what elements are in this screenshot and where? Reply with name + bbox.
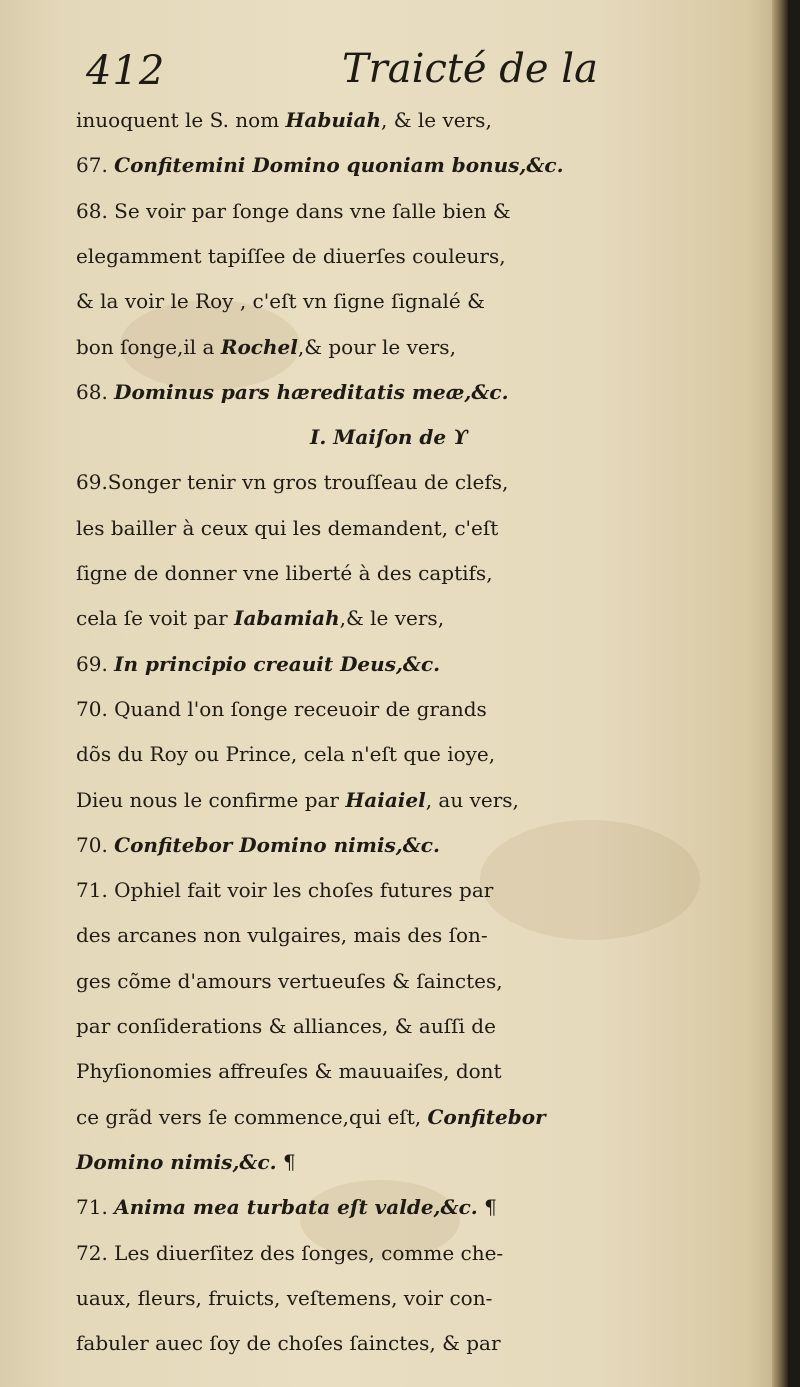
line-text-tail: ¶	[276, 1149, 296, 1174]
page-number: 412	[86, 48, 166, 94]
text-line	[76, 370, 776, 414]
text-line	[76, 1049, 776, 1093]
line-italic-text: Haiaiel	[345, 787, 426, 812]
line-text: uaux, fleurs, fruicts, veſtemens, voir con-	[76, 1285, 493, 1310]
line-text: cela ſe voit par	[76, 606, 235, 631]
line-text: par conſiderations & alliances, & auſſi de	[76, 1014, 496, 1038]
text-line	[76, 823, 776, 867]
line-italic-text: Iabamiah	[234, 606, 340, 631]
line-text: Phyſionomies affreuſes & mauuaiſes, dont	[76, 1059, 502, 1084]
line-italic-text: Confitemini Domino quoniam bonus,&c.	[114, 153, 564, 178]
line-text: 69.Songer tenir vn gros trouſſeau de clefs,	[76, 470, 509, 495]
text-line	[310, 415, 788, 459]
text-line	[76, 189, 776, 233]
line-text: 71. Ophiel fait voir les choſes futures par	[76, 878, 494, 903]
line-italic-text: Domino nimis,&c.	[76, 1149, 277, 1174]
line-text: ce grãd vers ſe commence,qui eſt,	[76, 1104, 428, 1129]
line-text: inuoquent le S. nom	[76, 108, 286, 132]
line-italic-text: Rochel	[220, 334, 298, 359]
text-line	[76, 913, 776, 957]
line-italic-text: Dominus pars hæreditatis meæ,&c.	[114, 379, 509, 404]
text-line	[76, 732, 776, 776]
text-line	[76, 1321, 776, 1365]
text-line	[76, 1231, 776, 1275]
page-edge	[772, 0, 788, 1387]
line-text: & la voir le Roy , c'eſt vn ſigne ſignalé &	[76, 289, 485, 314]
text-line	[76, 143, 776, 187]
line-italic-text: Confitebor	[427, 1104, 546, 1129]
line-text: 70. Quand l'on ſonge receuoir de grands	[76, 696, 487, 721]
line-text: elegamment tapiſſee de diuerſes couleurs,	[76, 243, 506, 268]
line-text: 68.	[76, 379, 115, 404]
line-text-tail: , & le vers,	[381, 108, 492, 132]
line-italic-text: In principio creauit Deus,&c.	[114, 651, 441, 676]
line-italic-text: Habuiah	[285, 108, 382, 132]
line-italic-text: Confitebor Domino nimis,&c.	[114, 832, 440, 857]
line-text: bon ſonge,il a	[76, 334, 221, 359]
line-text: 70.	[76, 832, 115, 857]
text-line	[76, 1095, 776, 1139]
text-line	[76, 778, 776, 822]
text-line	[76, 1140, 776, 1184]
text-line	[76, 460, 776, 504]
line-text: dõs du Roy ou Prince, cela n'eſt que ioye,	[76, 742, 496, 767]
line-text: ſigne de donner vne liberté à des captifs,	[76, 561, 493, 585]
text-line	[76, 1276, 776, 1320]
text-line	[76, 596, 776, 640]
line-text: les bailler à ceux qui les demandent, c'eſt	[76, 515, 499, 540]
text-line	[76, 551, 776, 595]
line-text: 67.	[76, 153, 115, 178]
text-line	[76, 234, 776, 278]
line-text: des arcanes non vulgaires, mais des ſon-	[76, 923, 488, 948]
line-text: Dieu nous le confirme par	[76, 787, 346, 812]
text-line	[76, 868, 776, 912]
text-line	[76, 506, 776, 550]
line-text-tail: ,& pour le vers,	[297, 334, 456, 359]
running-title: Traicté de la	[342, 46, 598, 92]
line-text: 69.	[76, 651, 115, 676]
line-text-tail: ,& le vers,	[339, 606, 445, 631]
text-line	[76, 1185, 776, 1229]
line-text-tail: ¶	[477, 1195, 497, 1220]
line-text: 68. Se voir par ſonge dans vne ſalle bien &	[76, 198, 511, 223]
line-text: ges cõme d'amours vertueuſes & ſainctes,	[76, 968, 503, 993]
text-line	[76, 279, 776, 323]
line-text: 71.	[76, 1195, 115, 1220]
line-italic-text: Anima mea turbata eſt valde,&c.	[114, 1195, 478, 1220]
text-line	[76, 959, 776, 1003]
line-text: fabuler auec ſoy de choſes ſainctes, & par	[76, 1331, 501, 1356]
line-italic-text: I. Maiſon de ϒ	[310, 425, 469, 450]
text-line	[76, 1004, 776, 1048]
text-line	[76, 687, 776, 731]
text-line	[76, 325, 776, 369]
page-header	[80, 40, 770, 100]
line-text: 72. Les diuerſitez des ſonges, comme che-	[76, 1240, 504, 1265]
text-line	[76, 98, 776, 142]
line-text-tail: , au vers,	[425, 787, 519, 812]
text-line	[76, 642, 776, 686]
